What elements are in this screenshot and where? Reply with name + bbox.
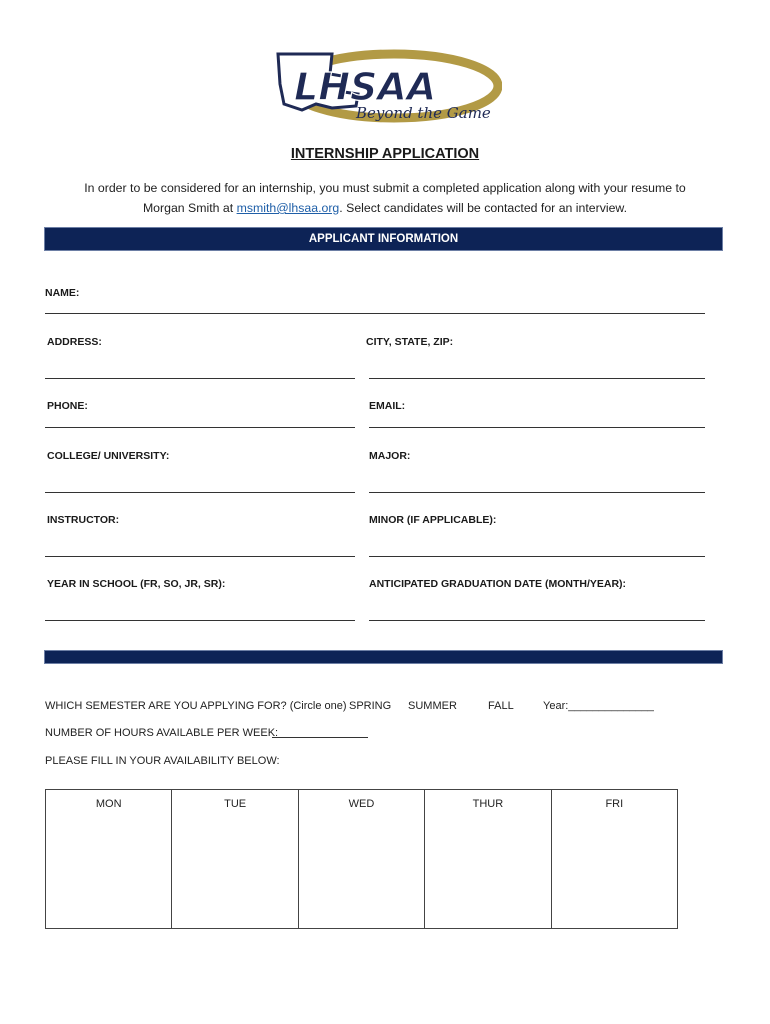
availability-fri[interactable]: FRI — [605, 798, 624, 810]
year-in-school-label: YEAR IN SCHOOL (FR, SO, JR, SR): — [47, 578, 226, 590]
major-label: MAJOR: — [369, 450, 411, 462]
city-state-zip-label: CITY, STATE, ZIP: — [366, 336, 454, 348]
major-field[interactable] — [369, 492, 705, 493]
college-label: COLLEGE/ UNIVERSITY: — [47, 450, 170, 462]
page-title: INTERNSHIP APPLICATION — [290, 146, 480, 162]
graduation-date-label: ANTICIPATED GRADUATION DATE (MONTH/YEAR): — [369, 578, 627, 590]
name-field[interactable] — [45, 313, 705, 314]
semester-question: WHICH SEMESTER ARE YOU APPLYING FOR? (Circle one) — [45, 700, 347, 712]
semester-year-field[interactable]: Year:______________ — [543, 700, 654, 712]
availability-thur[interactable]: THUR — [425, 790, 551, 928]
hours-question: NUMBER OF HOURS AVAILABLE PER WEEK: — [45, 727, 279, 739]
address-field[interactable] — [45, 378, 355, 379]
email-field[interactable] — [369, 427, 705, 428]
email-label: EMAIL: — [369, 400, 406, 412]
instructor-label: INSTRUCTOR: — [47, 514, 120, 526]
availability-question: PLEASE FILL IN YOUR AVAILABILITY BELOW: — [45, 755, 280, 767]
section-divider-band — [44, 650, 723, 664]
address-label: ADDRESS: — [47, 336, 102, 348]
applicant-information-header — [44, 227, 723, 251]
year-in-school-field[interactable] — [45, 620, 355, 621]
availability-wed[interactable]: WED — [299, 790, 425, 928]
semester-option-spring[interactable]: SPRING — [349, 700, 392, 712]
minor-label: MINOR (IF APPLICABLE): — [369, 514, 497, 526]
instructor-field[interactable] — [45, 556, 355, 557]
semester-option-fall[interactable]: FALL — [488, 700, 514, 712]
intro-text — [40, 178, 730, 218]
svg-text:LHSAA: LHSAA — [294, 65, 437, 109]
availability-table — [45, 789, 678, 929]
contact-email-link[interactable]: msmith@lhsaa.org — [236, 201, 340, 215]
graduation-date-field[interactable] — [369, 620, 705, 621]
intro-line-1: In order to be considered for an internship, you must submit a completed application along with your resume to — [84, 181, 686, 195]
intro-line-2-before: Morgan Smith at — [142, 201, 237, 215]
intro-line-2-after: . Select candidates will be contacted for an interview. — [339, 201, 628, 215]
phone-label: PHONE: — [47, 400, 88, 412]
city-state-zip-field[interactable] — [369, 378, 705, 379]
section-header-label: APPLICANT INFORMATION — [308, 233, 459, 245]
hours-field[interactable] — [272, 737, 368, 738]
lhsaa-logo — [272, 44, 502, 136]
phone-field[interactable] — [45, 427, 355, 428]
college-field[interactable] — [45, 492, 355, 493]
availability-mon[interactable]: MON — [46, 790, 172, 928]
name-label: NAME: — [45, 287, 80, 299]
semester-option-summer[interactable]: SUMMER — [408, 700, 457, 712]
minor-field[interactable] — [369, 556, 705, 557]
logo-tagline: Beyond the Game — [356, 104, 491, 122]
availability-tue[interactable]: TUE — [172, 790, 298, 928]
